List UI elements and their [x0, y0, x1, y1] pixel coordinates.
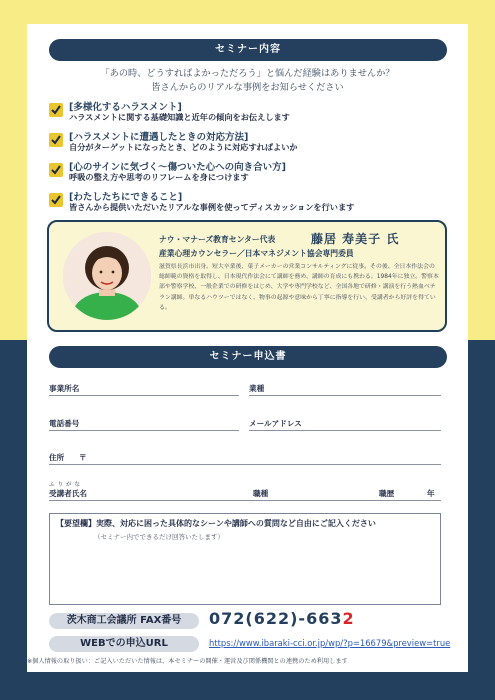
application-url-link[interactable]: https://www.ibaraki-cci.or.jp/wp/?p=16679&preview=true	[209, 638, 451, 648]
phone-label: 電話番号	[49, 419, 80, 428]
postal-mark: 〒	[79, 453, 87, 462]
position-label: 職種	[253, 489, 269, 498]
speaker-bio: 滋賀県長浜市出身。短大卒業後、菓子メーカーの営業コンサルティングに従事。その後、全日本作法会の総師範の資格を取得し、日本現代作法会にて講師を務め、講師の育成にも携わる。1984年に独立。警察本部や警察学校、一般企業での研修をはじめ、大学や専門学校など、全国各地で研修・講演を行う熱血ベテラン講師。単なるハウツーではなく、物事の起源や意味から丁寧に指導を行い、受講者から好評を得ている。	[159, 264, 439, 311]
company-field[interactable]	[49, 395, 239, 396]
speaker-name: 藤居 寿美子 氏	[311, 232, 400, 246]
item-title: [ハラスメントに遭遇したときの対応方法]	[69, 132, 249, 143]
speaker-org: ナウ・マナーズ教育センター代表	[159, 235, 276, 244]
checkmark-icon	[49, 163, 63, 177]
intro-line-1: 「あの時、どうすればよかっただろう」と悩んだ経験はありませんか？	[100, 68, 395, 79]
checkmark-icon	[49, 133, 63, 147]
checkmark-icon	[49, 193, 63, 207]
industry-field[interactable]	[249, 395, 441, 396]
fax-label: 茨木商工会議所 FAX番号	[49, 613, 199, 629]
fax-number	[209, 609, 355, 628]
speaker-photo	[63, 232, 151, 320]
seminar-content-header: セミナー内容	[49, 39, 447, 61]
address-label: 住所	[49, 453, 65, 462]
item-title: [心のサインに気づく～傷ついた心への向き合い方]	[69, 162, 287, 173]
fax-number-last: 2	[342, 609, 355, 628]
speaker-profile	[47, 220, 447, 332]
checkmark-icon	[49, 103, 63, 117]
experience-label: 職歴	[379, 489, 395, 498]
intro-line-2: 皆さんからのリアルな事例をお知らせください	[151, 82, 344, 93]
phone-field[interactable]	[49, 430, 239, 431]
item-desc: 自分がターゲットになったとき、どのように対応すればよいか	[69, 142, 298, 152]
item-title: [わたしたちにできること]	[69, 192, 183, 203]
email-field[interactable]	[249, 430, 441, 431]
item-desc: 呼吸の整え方や思考のリフレームを身につけます	[69, 172, 249, 182]
speaker-role: 産業心理カウンセラー／日本マネジメント協会専門委員	[159, 249, 354, 258]
web-label: WEBでの申込URL	[49, 636, 199, 652]
item-desc: ハラスメントに関する基礎知識と近年の傾向をお伝えします	[69, 112, 290, 122]
address-field[interactable]	[49, 464, 441, 465]
request-title: 【要望欄】実際、対応に困った具体的なシーンや講師への質問など自由にご記入ください	[56, 519, 376, 528]
industry-label: 業種	[249, 384, 265, 393]
privacy-notice: ※個人情報の取り扱い：ご記入いただいた情報は、本セミナーの開催・運営及び関係機関との連携のため利用します	[27, 658, 348, 665]
years-label: 年	[427, 489, 435, 498]
request-box[interactable]	[49, 513, 441, 605]
attendee-field[interactable]	[49, 500, 441, 501]
flyer-sheet	[27, 24, 468, 672]
application-form-header: セミナー申込書	[49, 346, 447, 368]
item-title: [多様化するハラスメント]	[69, 102, 182, 113]
request-note: （セミナー内でできるだけ回答いたします）	[94, 533, 224, 541]
furigana-label: ふりがな	[49, 482, 84, 488]
company-label: 事業所名	[49, 384, 80, 393]
fax-number-main: 072(622)-663	[209, 609, 343, 628]
attendee-label: 受講者氏名	[49, 489, 87, 498]
email-label: メールアドレス	[249, 419, 302, 428]
item-desc: 皆さんから提供いただいたリアルな事例を使ってディスカッションを行います	[69, 202, 355, 212]
